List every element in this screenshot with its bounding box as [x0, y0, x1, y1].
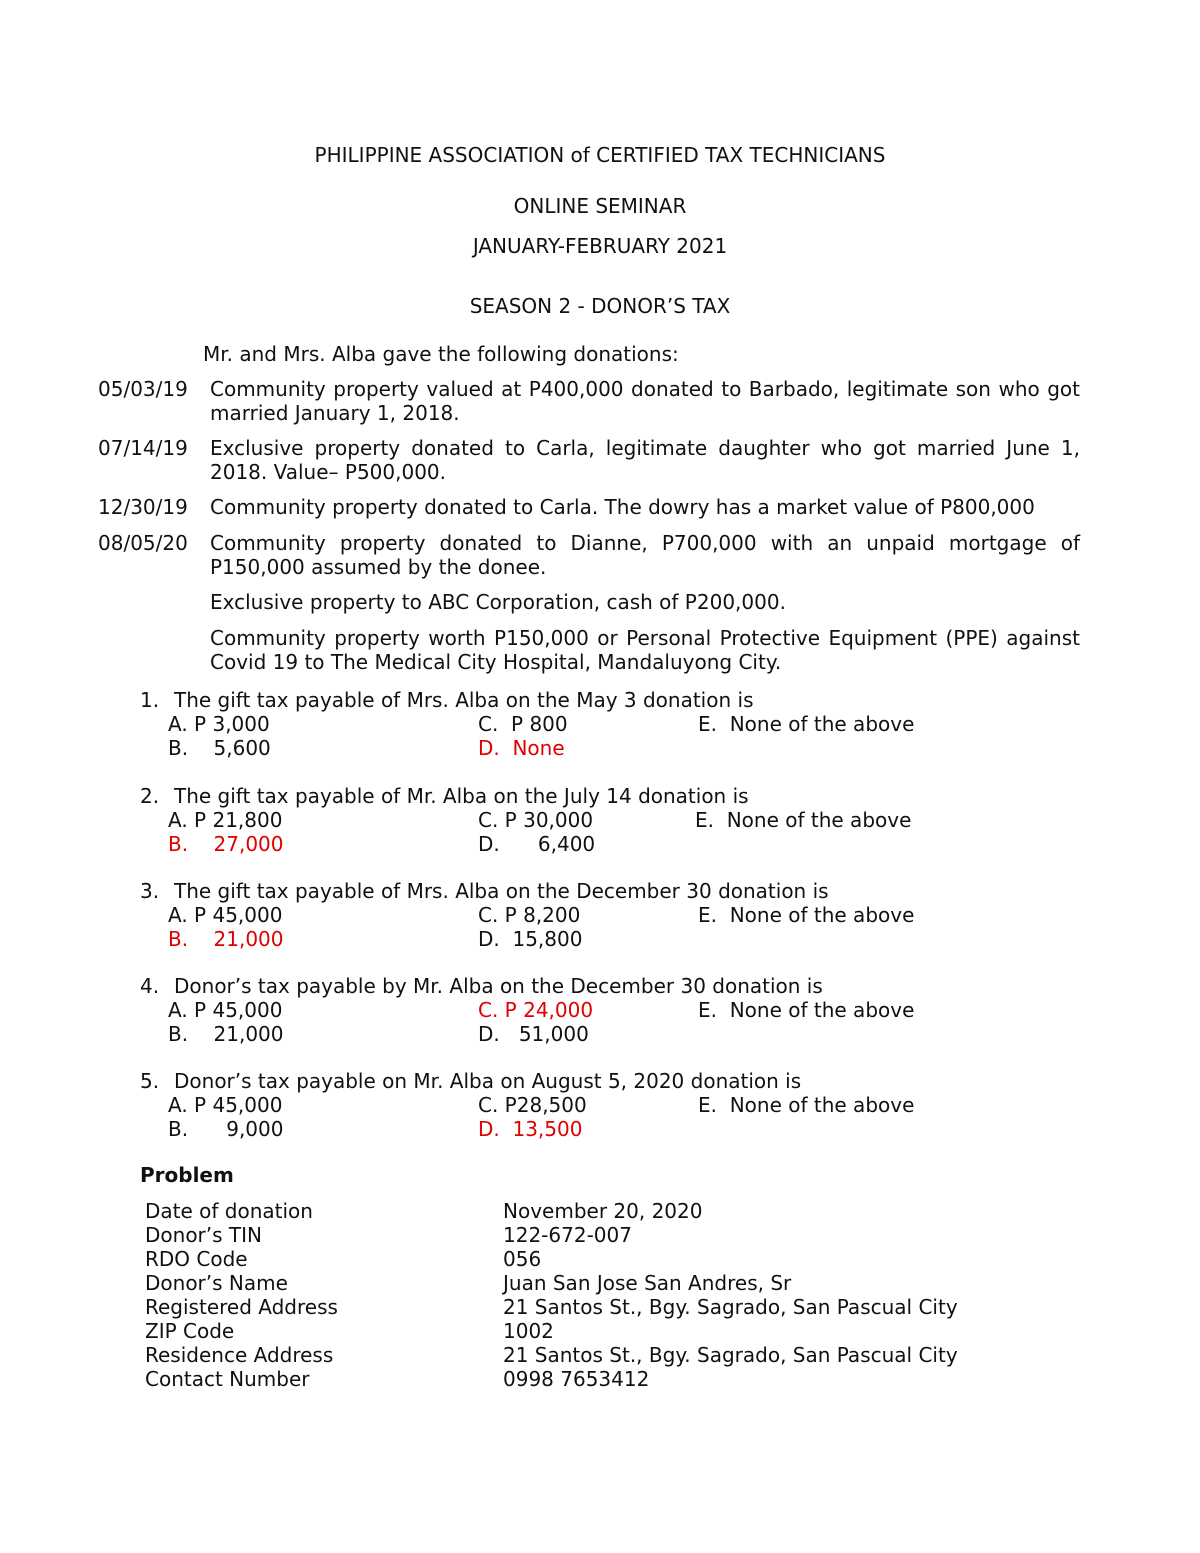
option-d: D. 6,400: [478, 832, 596, 856]
row-label: Donor’s TIN: [145, 1223, 262, 1247]
option-c-answer: C. P 24,000: [478, 998, 594, 1022]
donation-text: Community property donated to Carla. The dowry has a market value of P800,000: [210, 495, 1035, 519]
option-e: E. None of the above: [698, 712, 915, 736]
table-row: [145, 1367, 1045, 1391]
option-d-answer: D. 13,500: [478, 1117, 583, 1141]
row-value: 1002: [503, 1319, 554, 1343]
option-c: C. P28,500: [478, 1093, 587, 1117]
option-c: C. P 30,000: [478, 808, 594, 832]
org-title: PHILIPPINE ASSOCIATION of CERTIFIED TAX TECHNICIANS: [314, 143, 886, 167]
question-stem: The gift tax payable of Mr. Alba on the July 14 donation is: [174, 784, 749, 808]
extra-donation: Community property worth P150,000 or Personal Protective Equipment (PPE) against Covid 19 to The Medical City Hospital, Mandaluyong City.: [210, 626, 1080, 674]
period-title: JANUARY-FEBRUARY 2021: [472, 234, 728, 258]
row-label: RDO Code: [145, 1247, 248, 1271]
extra-donation: Exclusive property to ABC Corporation, cash of P200,000.: [210, 590, 786, 614]
row-label: Contact Number: [145, 1367, 310, 1391]
option-b-answer: B. 21,000: [168, 927, 284, 951]
option-c: C. P 800: [478, 712, 568, 736]
intro-text: Mr. and Mrs. Alba gave the following donations:: [203, 342, 679, 366]
row-value: November 20, 2020: [503, 1199, 703, 1223]
donation-item: [98, 436, 1080, 484]
question-stem: Donor’s tax payable by Mr. Alba on the December 30 donation is: [174, 974, 823, 998]
option-d-answer: D. None: [478, 736, 565, 760]
option-b: B. 21,000: [168, 1022, 284, 1046]
donation-item: [98, 495, 1080, 519]
table-row: [145, 1343, 1045, 1367]
option-b: B. 9,000: [168, 1117, 284, 1141]
row-value: 122-672-007: [503, 1223, 632, 1247]
donation-text: Exclusive property donated to Carla, legitimate daughter who got married June 1, 2018. Value– P500,000.: [210, 436, 1080, 484]
table-row: [145, 1319, 1045, 1343]
question-1: [140, 688, 1040, 760]
option-a: A. P 45,000: [168, 998, 283, 1022]
donation-item: [98, 377, 1080, 425]
option-d: D. 51,000: [478, 1022, 589, 1046]
donation-date: 05/03/19: [98, 377, 188, 401]
donation-date: 07/14/19: [98, 436, 188, 460]
question-stem: Donor’s tax payable on Mr. Alba on August 5, 2020 donation is: [174, 1069, 802, 1093]
donation-text: Community property donated to Dianne, P700,000 with an unpaid mortgage of P150,000 assumed by the donee.: [210, 531, 1080, 579]
row-label: ZIP Code: [145, 1319, 235, 1343]
question-4: [140, 974, 1040, 1046]
question-number: 4.: [140, 974, 160, 998]
question-stem: The gift tax payable of Mrs. Alba on the December 30 donation is: [174, 879, 829, 903]
option-e: E. None of the above: [698, 1093, 915, 1117]
donation-text: Community property valued at P400,000 donated to Barbado, legitimate son who got married January 1, 2018.: [210, 377, 1080, 425]
option-b-answer: B. 27,000: [168, 832, 284, 856]
row-label: Donor’s Name: [145, 1271, 288, 1295]
table-row: [145, 1271, 1045, 1295]
row-label: Date of donation: [145, 1199, 313, 1223]
donation-item: [98, 531, 1080, 579]
table-row: [145, 1247, 1045, 1271]
row-label: Residence Address: [145, 1343, 334, 1367]
donation-date: 12/30/19: [98, 495, 188, 519]
option-a: A. P 45,000: [168, 903, 283, 927]
question-3: [140, 879, 1040, 951]
option-a: A. P 21,800: [168, 808, 283, 832]
row-value: 0998 7653412: [503, 1367, 650, 1391]
question-stem: The gift tax payable of Mrs. Alba on the May 3 donation is: [174, 688, 754, 712]
event-title: ONLINE SEMINAR: [513, 194, 687, 218]
row-value: 21 Santos St., Bgy. Sagrado, San Pascual City: [503, 1295, 958, 1319]
question-number: 3.: [140, 879, 160, 903]
option-e: E. None of the above: [698, 998, 915, 1022]
option-c: C. P 8,200: [478, 903, 581, 927]
table-row: [145, 1223, 1045, 1247]
option-b: B. 5,600: [168, 736, 271, 760]
option-e: E. None of the above: [695, 808, 912, 832]
problem-table: [145, 1199, 1045, 1391]
question-number: 2.: [140, 784, 160, 808]
question-number: 1.: [140, 688, 160, 712]
question-2: [140, 784, 1040, 856]
season-title: SEASON 2 - DONOR’S TAX: [469, 294, 731, 318]
table-row: [145, 1295, 1045, 1319]
option-a: A. P 3,000: [168, 712, 270, 736]
question-5: [140, 1069, 1040, 1141]
row-label: Registered Address: [145, 1295, 338, 1319]
row-value: 21 Santos St., Bgy. Sagrado, San Pascual City: [503, 1343, 958, 1367]
option-a: A. P 45,000: [168, 1093, 283, 1117]
donation-date: 08/05/20: [98, 531, 188, 555]
table-row: [145, 1199, 1045, 1223]
row-value: 056: [503, 1247, 542, 1271]
option-e: E. None of the above: [698, 903, 915, 927]
problem-title: Problem: [140, 1163, 234, 1187]
row-value: Juan San Jose San Andres, Sr: [503, 1271, 792, 1295]
option-d: D. 15,800: [478, 927, 583, 951]
question-number: 5.: [140, 1069, 160, 1093]
